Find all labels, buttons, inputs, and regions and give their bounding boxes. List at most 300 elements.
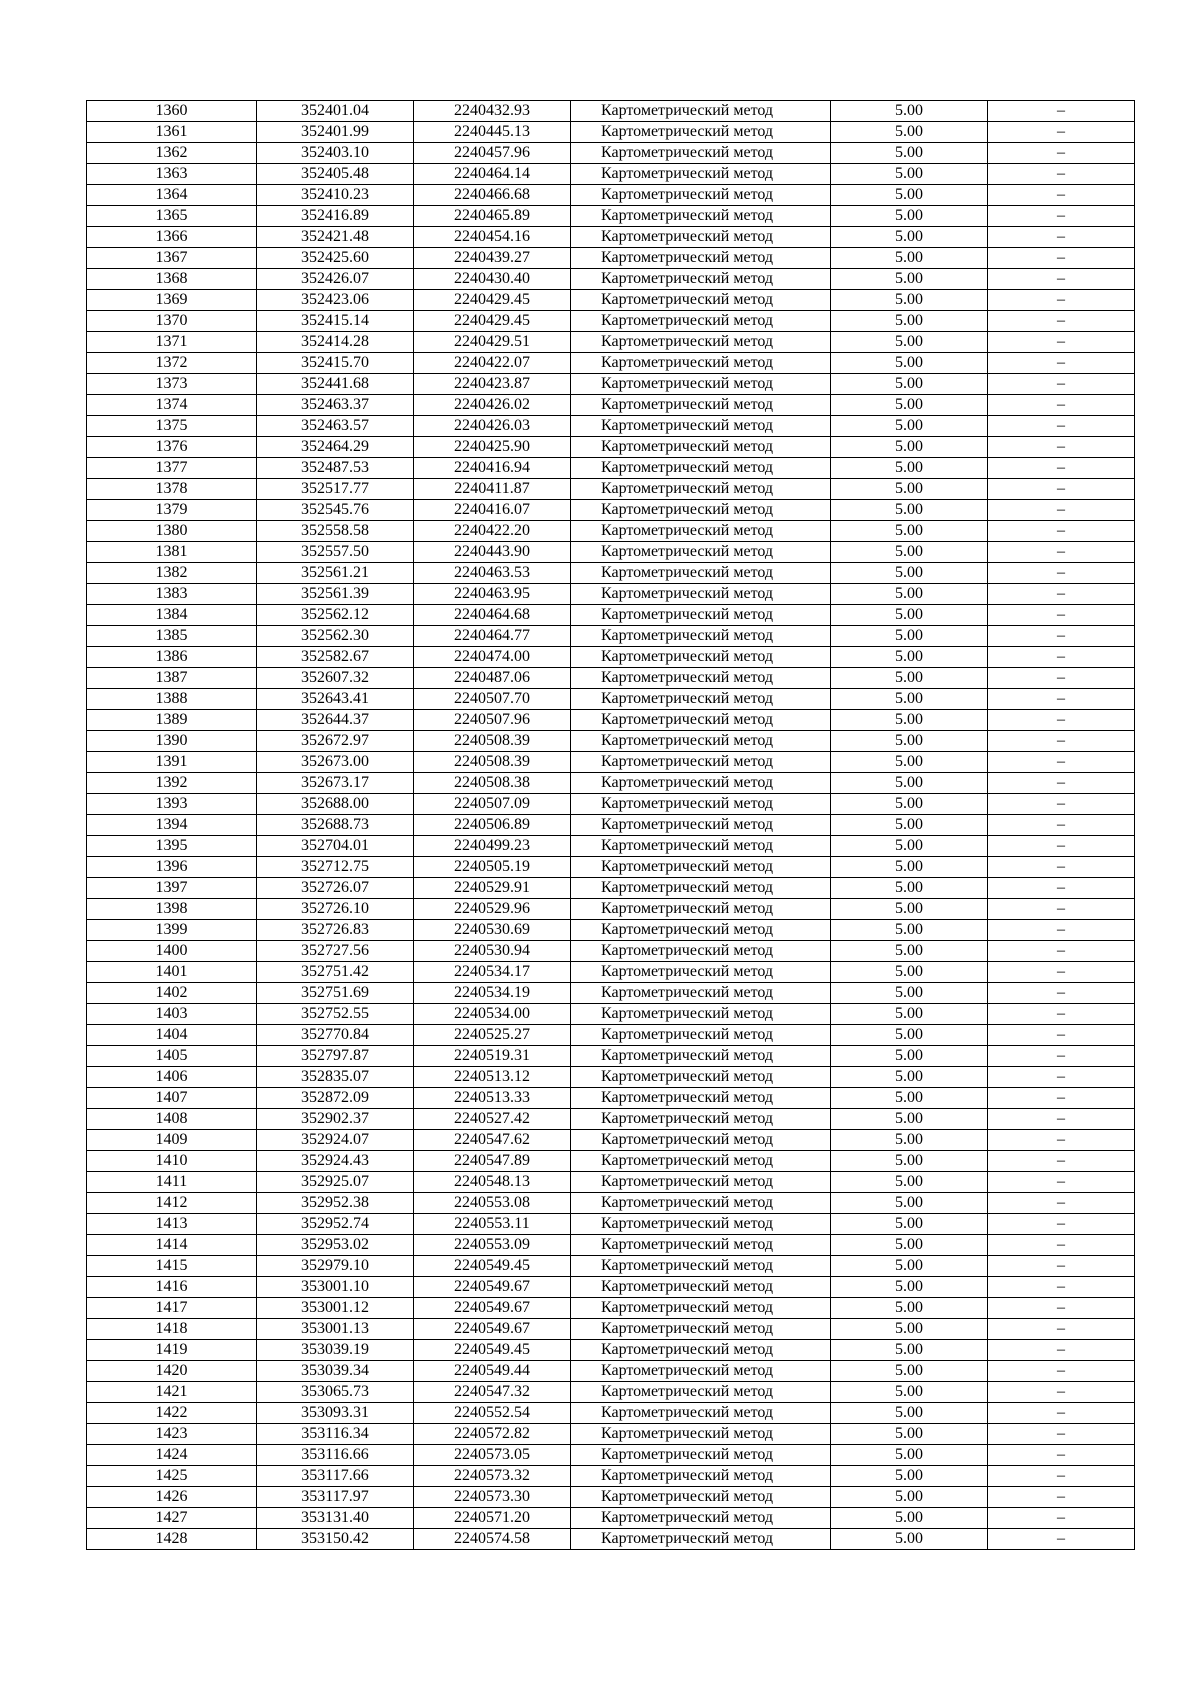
point-number-cell: 1374 xyxy=(87,395,257,416)
method-cell: Картометрический метод xyxy=(571,1319,831,1340)
note-cell: – xyxy=(988,1151,1135,1172)
note-cell: – xyxy=(988,1172,1135,1193)
note-cell: – xyxy=(988,563,1135,584)
note-cell: – xyxy=(988,1319,1135,1340)
y-coordinate-cell: 2240443.90 xyxy=(414,542,571,563)
x-coordinate-cell: 352464.29 xyxy=(257,437,414,458)
y-coordinate-cell: 2240416.07 xyxy=(414,500,571,521)
point-number-cell: 1394 xyxy=(87,815,257,836)
method-cell: Картометрический метод xyxy=(571,1130,831,1151)
method-cell: Картометрический метод xyxy=(571,836,831,857)
x-coordinate-cell: 352545.76 xyxy=(257,500,414,521)
x-coordinate-cell: 352751.42 xyxy=(257,962,414,983)
table-row xyxy=(87,227,1135,248)
point-number-cell: 1407 xyxy=(87,1088,257,1109)
note-cell: – xyxy=(988,1088,1135,1109)
note-cell: – xyxy=(988,773,1135,794)
note-cell: – xyxy=(988,1004,1135,1025)
table-row xyxy=(87,1256,1135,1277)
method-cell: Картометрический метод xyxy=(571,1466,831,1487)
y-coordinate-cell: 2240507.96 xyxy=(414,710,571,731)
method-cell: Картометрический метод xyxy=(571,626,831,647)
y-coordinate-cell: 2240530.69 xyxy=(414,920,571,941)
note-cell: – xyxy=(988,752,1135,773)
point-number-cell: 1365 xyxy=(87,206,257,227)
x-coordinate-cell: 352726.83 xyxy=(257,920,414,941)
table-row xyxy=(87,1235,1135,1256)
method-cell: Картометрический метод xyxy=(571,1256,831,1277)
y-coordinate-cell: 2240411.87 xyxy=(414,479,571,500)
table-row xyxy=(87,1298,1135,1319)
x-coordinate-cell: 352726.10 xyxy=(257,899,414,920)
point-number-cell: 1379 xyxy=(87,500,257,521)
point-number-cell: 1372 xyxy=(87,353,257,374)
accuracy-cell: 5.00 xyxy=(831,1067,988,1088)
method-cell: Картометрический метод xyxy=(571,122,831,143)
point-number-cell: 1419 xyxy=(87,1340,257,1361)
table-row xyxy=(87,626,1135,647)
table-row xyxy=(87,1025,1135,1046)
accuracy-cell: 5.00 xyxy=(831,374,988,395)
y-coordinate-cell: 2240474.00 xyxy=(414,647,571,668)
y-coordinate-cell: 2240430.40 xyxy=(414,269,571,290)
note-cell: – xyxy=(988,1466,1135,1487)
x-coordinate-cell: 352607.32 xyxy=(257,668,414,689)
note-cell: – xyxy=(988,1424,1135,1445)
point-number-cell: 1409 xyxy=(87,1130,257,1151)
x-coordinate-cell: 352415.14 xyxy=(257,311,414,332)
table-row xyxy=(87,1004,1135,1025)
coordinates-table xyxy=(86,100,1135,1550)
x-coordinate-cell: 353117.66 xyxy=(257,1466,414,1487)
point-number-cell: 1411 xyxy=(87,1172,257,1193)
table-row xyxy=(87,416,1135,437)
point-number-cell: 1368 xyxy=(87,269,257,290)
y-coordinate-cell: 2240432.93 xyxy=(414,101,571,122)
x-coordinate-cell: 352441.68 xyxy=(257,374,414,395)
note-cell: – xyxy=(988,605,1135,626)
method-cell: Картометрический метод xyxy=(571,1046,831,1067)
accuracy-cell: 5.00 xyxy=(831,1025,988,1046)
table-row xyxy=(87,353,1135,374)
y-coordinate-cell: 2240547.62 xyxy=(414,1130,571,1151)
y-coordinate-cell: 2240505.19 xyxy=(414,857,571,878)
x-coordinate-cell: 352401.04 xyxy=(257,101,414,122)
accuracy-cell: 5.00 xyxy=(831,1046,988,1067)
accuracy-cell: 5.00 xyxy=(831,1508,988,1529)
accuracy-cell: 5.00 xyxy=(831,143,988,164)
table-row xyxy=(87,794,1135,815)
table-row xyxy=(87,437,1135,458)
method-cell: Картометрический метод xyxy=(571,1382,831,1403)
accuracy-cell: 5.00 xyxy=(831,1361,988,1382)
x-coordinate-cell: 352582.67 xyxy=(257,647,414,668)
y-coordinate-cell: 2240466.68 xyxy=(414,185,571,206)
note-cell: – xyxy=(988,1256,1135,1277)
y-coordinate-cell: 2240465.89 xyxy=(414,206,571,227)
x-coordinate-cell: 352924.43 xyxy=(257,1151,414,1172)
note-cell: – xyxy=(988,731,1135,752)
note-cell: – xyxy=(988,395,1135,416)
point-number-cell: 1369 xyxy=(87,290,257,311)
x-coordinate-cell: 352712.75 xyxy=(257,857,414,878)
note-cell: – xyxy=(988,920,1135,941)
table-row xyxy=(87,1529,1135,1550)
y-coordinate-cell: 2240534.19 xyxy=(414,983,571,1004)
accuracy-cell: 5.00 xyxy=(831,206,988,227)
y-coordinate-cell: 2240549.67 xyxy=(414,1277,571,1298)
accuracy-cell: 5.00 xyxy=(831,899,988,920)
method-cell: Картометрический метод xyxy=(571,668,831,689)
x-coordinate-cell: 352558.58 xyxy=(257,521,414,542)
table-row xyxy=(87,1109,1135,1130)
method-cell: Картометрический метод xyxy=(571,1445,831,1466)
point-number-cell: 1418 xyxy=(87,1319,257,1340)
x-coordinate-cell: 352952.74 xyxy=(257,1214,414,1235)
y-coordinate-cell: 2240429.45 xyxy=(414,290,571,311)
note-cell: – xyxy=(988,1193,1135,1214)
table-row xyxy=(87,1088,1135,1109)
note-cell: – xyxy=(988,185,1135,206)
point-number-cell: 1405 xyxy=(87,1046,257,1067)
note-cell: – xyxy=(988,248,1135,269)
x-coordinate-cell: 352405.48 xyxy=(257,164,414,185)
note-cell: – xyxy=(988,416,1135,437)
point-number-cell: 1384 xyxy=(87,605,257,626)
table-row xyxy=(87,689,1135,710)
accuracy-cell: 5.00 xyxy=(831,752,988,773)
y-coordinate-cell: 2240549.45 xyxy=(414,1256,571,1277)
accuracy-cell: 5.00 xyxy=(831,857,988,878)
method-cell: Картометрический метод xyxy=(571,1508,831,1529)
x-coordinate-cell: 352401.99 xyxy=(257,122,414,143)
point-number-cell: 1382 xyxy=(87,563,257,584)
method-cell: Картометрический метод xyxy=(571,563,831,584)
y-coordinate-cell: 2240454.16 xyxy=(414,227,571,248)
method-cell: Картометрический метод xyxy=(571,374,831,395)
y-coordinate-cell: 2240529.91 xyxy=(414,878,571,899)
x-coordinate-cell: 352751.69 xyxy=(257,983,414,1004)
accuracy-cell: 5.00 xyxy=(831,1298,988,1319)
method-cell: Картометрический метод xyxy=(571,437,831,458)
table-row xyxy=(87,983,1135,1004)
x-coordinate-cell: 352673.00 xyxy=(257,752,414,773)
x-coordinate-cell: 352557.50 xyxy=(257,542,414,563)
method-cell: Картометрический метод xyxy=(571,710,831,731)
y-coordinate-cell: 2240508.39 xyxy=(414,752,571,773)
accuracy-cell: 5.00 xyxy=(831,1403,988,1424)
accuracy-cell: 5.00 xyxy=(831,941,988,962)
method-cell: Картометрический метод xyxy=(571,584,831,605)
table-row xyxy=(87,542,1135,563)
x-coordinate-cell: 352953.02 xyxy=(257,1235,414,1256)
table-row xyxy=(87,479,1135,500)
x-coordinate-cell: 352562.30 xyxy=(257,626,414,647)
table-row xyxy=(87,1340,1135,1361)
table-row xyxy=(87,500,1135,521)
method-cell: Картометрический метод xyxy=(571,857,831,878)
note-cell: – xyxy=(988,500,1135,521)
method-cell: Картометрический метод xyxy=(571,206,831,227)
table-row xyxy=(87,374,1135,395)
accuracy-cell: 5.00 xyxy=(831,1130,988,1151)
y-coordinate-cell: 2240534.17 xyxy=(414,962,571,983)
x-coordinate-cell: 352416.89 xyxy=(257,206,414,227)
method-cell: Картометрический метод xyxy=(571,500,831,521)
x-coordinate-cell: 352517.77 xyxy=(257,479,414,500)
note-cell: – xyxy=(988,458,1135,479)
accuracy-cell: 5.00 xyxy=(831,836,988,857)
y-coordinate-cell: 2240571.20 xyxy=(414,1508,571,1529)
note-cell: – xyxy=(988,815,1135,836)
accuracy-cell: 5.00 xyxy=(831,1466,988,1487)
y-coordinate-cell: 2240530.94 xyxy=(414,941,571,962)
note-cell: – xyxy=(988,374,1135,395)
method-cell: Картометрический метод xyxy=(571,815,831,836)
accuracy-cell: 5.00 xyxy=(831,794,988,815)
point-number-cell: 1421 xyxy=(87,1382,257,1403)
point-number-cell: 1386 xyxy=(87,647,257,668)
accuracy-cell: 5.00 xyxy=(831,500,988,521)
accuracy-cell: 5.00 xyxy=(831,1445,988,1466)
accuracy-cell: 5.00 xyxy=(831,1088,988,1109)
accuracy-cell: 5.00 xyxy=(831,983,988,1004)
accuracy-cell: 5.00 xyxy=(831,626,988,647)
method-cell: Картометрический метод xyxy=(571,1235,831,1256)
x-coordinate-cell: 352410.23 xyxy=(257,185,414,206)
point-number-cell: 1425 xyxy=(87,1466,257,1487)
point-number-cell: 1396 xyxy=(87,857,257,878)
note-cell: – xyxy=(988,1277,1135,1298)
table-row xyxy=(87,920,1135,941)
note-cell: – xyxy=(988,857,1135,878)
method-cell: Картометрический метод xyxy=(571,1193,831,1214)
x-coordinate-cell: 352979.10 xyxy=(257,1256,414,1277)
note-cell: – xyxy=(988,290,1135,311)
note-cell: – xyxy=(988,1508,1135,1529)
point-number-cell: 1412 xyxy=(87,1193,257,1214)
note-cell: – xyxy=(988,794,1135,815)
note-cell: – xyxy=(988,1487,1135,1508)
x-coordinate-cell: 353116.34 xyxy=(257,1424,414,1445)
note-cell: – xyxy=(988,962,1135,983)
accuracy-cell: 5.00 xyxy=(831,920,988,941)
method-cell: Картометрический метод xyxy=(571,458,831,479)
y-coordinate-cell: 2240534.00 xyxy=(414,1004,571,1025)
point-number-cell: 1362 xyxy=(87,143,257,164)
note-cell: – xyxy=(988,311,1135,332)
table-row xyxy=(87,899,1135,920)
table-row xyxy=(87,1277,1135,1298)
note-cell: – xyxy=(988,227,1135,248)
method-cell: Картометрический метод xyxy=(571,983,831,1004)
y-coordinate-cell: 2240429.51 xyxy=(414,332,571,353)
method-cell: Картометрический метод xyxy=(571,164,831,185)
accuracy-cell: 5.00 xyxy=(831,1529,988,1550)
table-row xyxy=(87,1487,1135,1508)
point-number-cell: 1417 xyxy=(87,1298,257,1319)
x-coordinate-cell: 352688.00 xyxy=(257,794,414,815)
y-coordinate-cell: 2240547.89 xyxy=(414,1151,571,1172)
note-cell: – xyxy=(988,647,1135,668)
table-row xyxy=(87,1151,1135,1172)
method-cell: Картометрический метод xyxy=(571,899,831,920)
accuracy-cell: 5.00 xyxy=(831,101,988,122)
y-coordinate-cell: 2240549.67 xyxy=(414,1298,571,1319)
y-coordinate-cell: 2240464.68 xyxy=(414,605,571,626)
point-number-cell: 1373 xyxy=(87,374,257,395)
table-row xyxy=(87,836,1135,857)
y-coordinate-cell: 2240574.58 xyxy=(414,1529,571,1550)
note-cell: – xyxy=(988,164,1135,185)
method-cell: Картометрический метод xyxy=(571,752,831,773)
y-coordinate-cell: 2240507.09 xyxy=(414,794,571,815)
method-cell: Картометрический метод xyxy=(571,1529,831,1550)
y-coordinate-cell: 2240425.90 xyxy=(414,437,571,458)
point-number-cell: 1426 xyxy=(87,1487,257,1508)
x-coordinate-cell: 352423.06 xyxy=(257,290,414,311)
method-cell: Картометрический метод xyxy=(571,962,831,983)
method-cell: Картометрический метод xyxy=(571,1172,831,1193)
point-number-cell: 1395 xyxy=(87,836,257,857)
accuracy-cell: 5.00 xyxy=(831,290,988,311)
note-cell: – xyxy=(988,689,1135,710)
table-row xyxy=(87,122,1135,143)
y-coordinate-cell: 2240508.39 xyxy=(414,731,571,752)
method-cell: Картометрический метод xyxy=(571,1340,831,1361)
note-cell: – xyxy=(988,143,1135,164)
accuracy-cell: 5.00 xyxy=(831,395,988,416)
accuracy-cell: 5.00 xyxy=(831,1382,988,1403)
method-cell: Картометрический метод xyxy=(571,1277,831,1298)
note-cell: – xyxy=(988,1403,1135,1424)
method-cell: Картометрический метод xyxy=(571,227,831,248)
table-row xyxy=(87,857,1135,878)
accuracy-cell: 5.00 xyxy=(831,731,988,752)
table-row xyxy=(87,1403,1135,1424)
point-number-cell: 1397 xyxy=(87,878,257,899)
method-cell: Картометрический метод xyxy=(571,920,831,941)
table-row xyxy=(87,1361,1135,1382)
table-row xyxy=(87,773,1135,794)
table-row xyxy=(87,1382,1135,1403)
note-cell: – xyxy=(988,1109,1135,1130)
table-row xyxy=(87,332,1135,353)
y-coordinate-cell: 2240422.20 xyxy=(414,521,571,542)
y-coordinate-cell: 2240422.07 xyxy=(414,353,571,374)
accuracy-cell: 5.00 xyxy=(831,353,988,374)
point-number-cell: 1371 xyxy=(87,332,257,353)
table-row xyxy=(87,1424,1135,1445)
x-coordinate-cell: 352752.55 xyxy=(257,1004,414,1025)
y-coordinate-cell: 2240429.45 xyxy=(414,311,571,332)
accuracy-cell: 5.00 xyxy=(831,1193,988,1214)
accuracy-cell: 5.00 xyxy=(831,269,988,290)
accuracy-cell: 5.00 xyxy=(831,878,988,899)
accuracy-cell: 5.00 xyxy=(831,227,988,248)
method-cell: Картометрический метод xyxy=(571,1214,831,1235)
x-coordinate-cell: 352415.70 xyxy=(257,353,414,374)
note-cell: – xyxy=(988,1130,1135,1151)
point-number-cell: 1366 xyxy=(87,227,257,248)
table-row xyxy=(87,1193,1135,1214)
x-coordinate-cell: 352562.12 xyxy=(257,605,414,626)
accuracy-cell: 5.00 xyxy=(831,584,988,605)
note-cell: – xyxy=(988,1235,1135,1256)
note-cell: – xyxy=(988,668,1135,689)
method-cell: Картометрический метод xyxy=(571,1004,831,1025)
method-cell: Картометрический метод xyxy=(571,416,831,437)
y-coordinate-cell: 2240445.13 xyxy=(414,122,571,143)
point-number-cell: 1410 xyxy=(87,1151,257,1172)
y-coordinate-cell: 2240573.05 xyxy=(414,1445,571,1466)
point-number-cell: 1364 xyxy=(87,185,257,206)
method-cell: Картометрический метод xyxy=(571,1403,831,1424)
note-cell: – xyxy=(988,584,1135,605)
accuracy-cell: 5.00 xyxy=(831,416,988,437)
method-cell: Картометрический метод xyxy=(571,941,831,962)
note-cell: – xyxy=(988,1214,1135,1235)
y-coordinate-cell: 2240426.03 xyxy=(414,416,571,437)
method-cell: Картометрический метод xyxy=(571,185,831,206)
table-row xyxy=(87,101,1135,122)
accuracy-cell: 5.00 xyxy=(831,605,988,626)
method-cell: Картометрический метод xyxy=(571,143,831,164)
table-row xyxy=(87,1130,1135,1151)
method-cell: Картометрический метод xyxy=(571,1424,831,1445)
note-cell: – xyxy=(988,353,1135,374)
table-row xyxy=(87,815,1135,836)
method-cell: Картометрический метод xyxy=(571,332,831,353)
point-number-cell: 1413 xyxy=(87,1214,257,1235)
y-coordinate-cell: 2240549.67 xyxy=(414,1319,571,1340)
note-cell: – xyxy=(988,710,1135,731)
method-cell: Картометрический метод xyxy=(571,1067,831,1088)
table-row xyxy=(87,248,1135,269)
table-row xyxy=(87,143,1135,164)
x-coordinate-cell: 353001.10 xyxy=(257,1277,414,1298)
point-number-cell: 1376 xyxy=(87,437,257,458)
point-number-cell: 1398 xyxy=(87,899,257,920)
accuracy-cell: 5.00 xyxy=(831,1340,988,1361)
accuracy-cell: 5.00 xyxy=(831,479,988,500)
note-cell: – xyxy=(988,899,1135,920)
note-cell: – xyxy=(988,878,1135,899)
method-cell: Картометрический метод xyxy=(571,1487,831,1508)
table-row xyxy=(87,962,1135,983)
point-number-cell: 1399 xyxy=(87,920,257,941)
y-coordinate-cell: 2240553.09 xyxy=(414,1235,571,1256)
note-cell: – xyxy=(988,836,1135,857)
accuracy-cell: 5.00 xyxy=(831,773,988,794)
note-cell: – xyxy=(988,521,1135,542)
point-number-cell: 1415 xyxy=(87,1256,257,1277)
point-number-cell: 1406 xyxy=(87,1067,257,1088)
point-number-cell: 1428 xyxy=(87,1529,257,1550)
y-coordinate-cell: 2240572.82 xyxy=(414,1424,571,1445)
table-row xyxy=(87,290,1135,311)
point-number-cell: 1363 xyxy=(87,164,257,185)
y-coordinate-cell: 2240463.53 xyxy=(414,563,571,584)
x-coordinate-cell: 353039.34 xyxy=(257,1361,414,1382)
table-row xyxy=(87,206,1135,227)
method-cell: Картометрический метод xyxy=(571,353,831,374)
y-coordinate-cell: 2240519.31 xyxy=(414,1046,571,1067)
note-cell: – xyxy=(988,1340,1135,1361)
x-coordinate-cell: 353001.13 xyxy=(257,1319,414,1340)
table-row xyxy=(87,1067,1135,1088)
table-row xyxy=(87,563,1135,584)
